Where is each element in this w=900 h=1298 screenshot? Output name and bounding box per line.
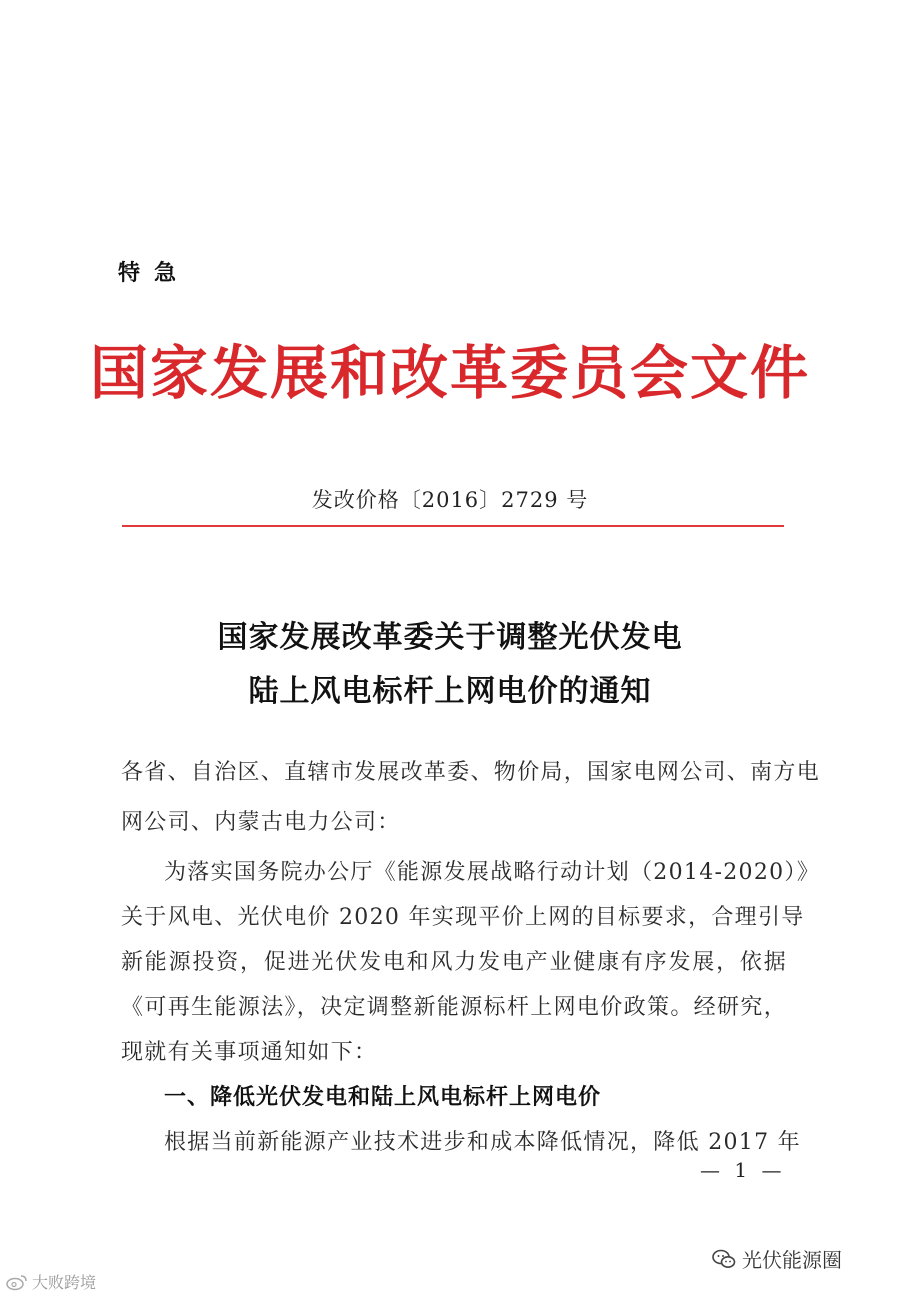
addressee-line-2: 网公司、内蒙古电力公司： <box>121 810 401 835</box>
paragraph-line: 根据当前新能源产业技术进步和成本降低情况，降低 2017 年 <box>164 1130 801 1155</box>
watermark-left <box>6 1270 96 1293</box>
document-title-line-1: 国家发展改革委关于调整光伏发电 <box>217 620 683 655</box>
wechat-icon <box>712 1248 736 1270</box>
paragraph-line: 为落实国务院办公厅《能源发展战略行动计划（2014-2020）》 <box>164 860 821 885</box>
watermark-left-text: 大败跨境 <box>32 1273 97 1292</box>
document-number: 发改价格〔2016〕2729 号 <box>311 488 589 512</box>
paragraph-line: 现就有关事项通知如下： <box>121 1040 378 1065</box>
red-divider <box>122 525 784 527</box>
weibo-icon <box>6 1273 28 1291</box>
watermark-right <box>712 1244 842 1273</box>
paragraph-line: 《可再生能源法》，决定调整新能源标杆上网电价政策。经研究， <box>121 995 787 1020</box>
section-heading: 一、降低光伏发电和陆上风电标杆上网电价 <box>164 1085 602 1110</box>
watermark-right-text: 光伏能源圈 <box>742 1248 842 1272</box>
paragraph-line: 新能源投资，促进光伏发电和风力发电产业健康有序发展，依据 <box>121 950 787 975</box>
issuer-banner: 国家发展和改革委员会文件 <box>89 339 810 407</box>
page-number: — 1 — <box>700 1158 786 1182</box>
addressee-line-1: 各省、自治区、直辖市发展改革委、物价局，国家电网公司、南方电 <box>121 760 821 785</box>
urgency-label: 特急 <box>118 261 191 286</box>
paragraph-line: 关于风电、光伏电价 2020 年实现平价上网的目标要求，合理引导 <box>121 905 805 930</box>
document-title-line-2: 陆上风电标杆上网电价的通知 <box>248 674 652 709</box>
